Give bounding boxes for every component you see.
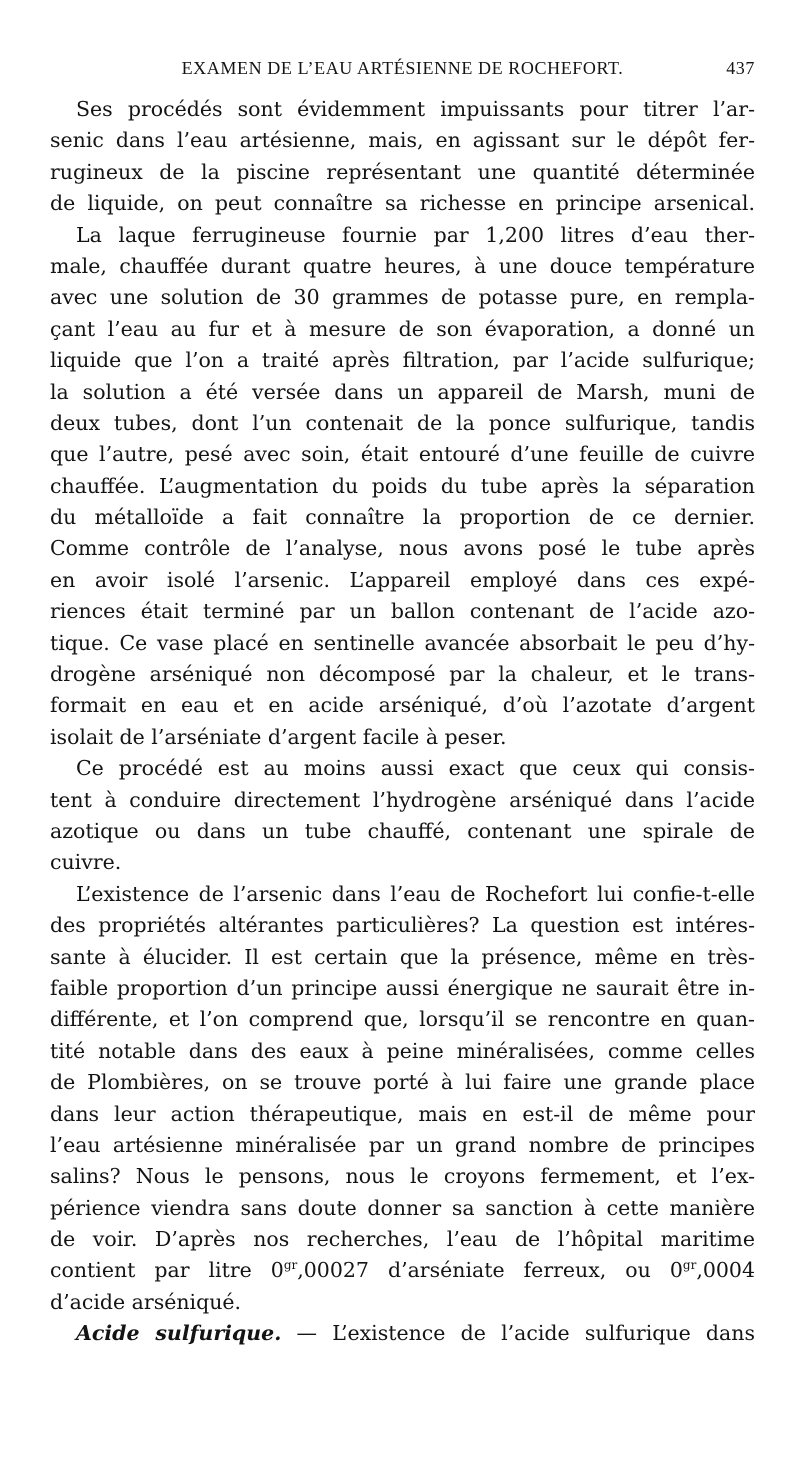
text-line: senic dans l’eau artésienne, mais, en agissant sur le dépôt fer- (50, 128, 755, 153)
measure-text-middle: ,00027 d’arséniate ferreux, ou 0 (297, 1258, 683, 1283)
text-line: d’acide arséniqué. (50, 1289, 242, 1314)
running-title: EXAMEN DE L’EAU ARTÉSIENNE DE ROCHEFORT. (181, 58, 624, 78)
section-text: — L’existence de l’acide sulfurique dans (281, 1321, 755, 1346)
page-number: 437 (726, 58, 755, 78)
text-line: rugineux de la piscine représentant une quantité déterminée (50, 159, 755, 184)
text-line: cuivre. (50, 850, 122, 875)
text-line: Ce procédé est au moins aussi exact que ceux qui consis- (76, 756, 755, 781)
measure-text-before: contient par litre 0 (50, 1258, 284, 1283)
text-line: périence viendra sans doute donner sa sanction à cette manière (50, 1195, 755, 1220)
body-text (50, 94, 755, 1350)
text-line: que l’autre, pesé avec soin, était entouré d’une feuille de cuivre (50, 442, 755, 467)
section-line (50, 1318, 755, 1349)
text-line: de Plombières, on se trouve porté à lui faire une grande place (50, 1070, 755, 1095)
text-line: liquide que l’on a traité après filtration, par l’acide sulfurique; (50, 348, 755, 373)
text-line: La laque ferrugineuse fournie par 1,200 litres d’eau ther- (76, 222, 755, 247)
text-line: des propriétés altérantes particulières? La question est intéres- (50, 913, 755, 938)
text-line: de liquide, on peut connaître sa richesse en principe arsenical. (50, 191, 755, 216)
text-line: du métalloïde a fait connaître la proportion de ce dernier. (50, 505, 755, 530)
text-line: Comme contrôle de l’analyse, nous avons posé le tube après (50, 536, 755, 561)
running-head (50, 58, 755, 88)
text-line: isolait de l’arséniate d’argent facile à peser. (50, 724, 507, 749)
text-line: chauffée. L’augmentation du poids du tube après la séparation (50, 473, 755, 498)
text-line: male, chauffée durant quatre heures, à une douce température (50, 253, 755, 278)
text-line: avec une solution de 30 grammes de potasse pure, en rempla- (50, 285, 755, 310)
section-title: Acide sulfurique. (76, 1321, 282, 1346)
gram-superscript: gr (682, 1258, 697, 1273)
text-line: riences était terminé par un ballon contenant de l’acide azo- (50, 599, 755, 624)
text-line: dans leur action thérapeutique, mais en est-il de même pour (50, 1101, 755, 1126)
text-line: tité notable dans des eaux à peine minéralisées, comme celles (50, 1038, 755, 1063)
text-line: azotique ou dans un tube chauffé, contenant une spirale de (50, 818, 755, 843)
text-line: différente, et l’on comprend que, lorsqu’il se rencontre en quan- (50, 1007, 755, 1032)
text-line: faible proportion d’un principe aussi énergique ne saurait être in- (50, 975, 755, 1000)
text-line: L’existence de l’arsenic dans l’eau de Rochefort lui confie-t-elle (76, 881, 755, 906)
text-line: salins? Nous le pensons, nous le croyons fermement, et l’ex- (50, 1164, 755, 1189)
text-line: tent à conduire directement l’hydrogène arséniqué dans l’acide (50, 787, 755, 812)
text-line: en avoir isolé l’arsenic. L’appareil employé dans ces expé- (50, 567, 755, 592)
text-line: çant l’eau au fur et à mesure de son évaporation, a donné un (50, 316, 755, 341)
text-line: drogène arséniqué non décomposé par la chaleur, et le trans- (50, 662, 755, 687)
text-line: tique. Ce vase placé en sentinelle avancée absorbait le peu d’hy- (50, 630, 755, 655)
text-line: deux tubes, dont l’un contenait de la ponce sulfurique, tandis (50, 410, 755, 435)
text-line: formait en eau et en acide arséniqué, d’où l’azotate d’argent (50, 693, 755, 718)
measure-line (50, 1255, 755, 1286)
text-line: la solution a été versée dans un appareil de Marsh, muni de (50, 379, 755, 404)
text-line: sante à élucider. Il est certain que la présence, même en très- (50, 944, 755, 969)
text-line: l’eau artésienne minéralisée par un grand nombre de principes (50, 1132, 755, 1157)
text-line: de voir. D’après nos recherches, l’eau de l’hôpital maritime (50, 1227, 755, 1252)
text-line: Ses procédés sont évidemment impuissants pour titrer l’ar- (76, 97, 755, 121)
measure-text-after: ,0004 (696, 1258, 755, 1283)
gram-superscript: gr (283, 1258, 298, 1273)
